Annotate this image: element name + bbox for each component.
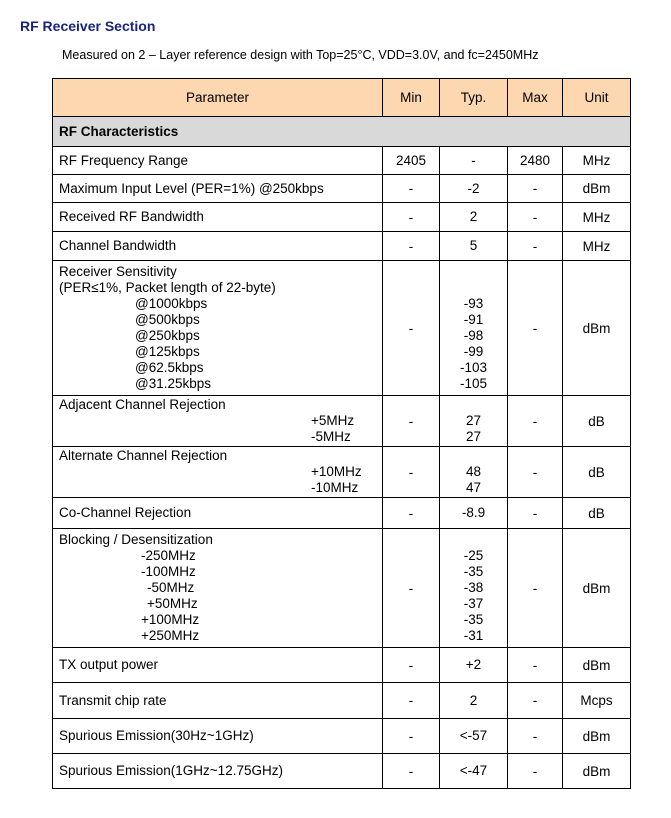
unit-cell: MHz (563, 203, 631, 232)
max-cell: - (508, 683, 563, 719)
typ-value: -35 (463, 612, 484, 627)
typ-value: 27 (465, 429, 482, 444)
parameter-cell (53, 175, 383, 203)
typ-value: -37 (463, 596, 484, 611)
max-cell: - (508, 447, 563, 498)
table-row (53, 648, 631, 683)
typ-value: 48 (465, 464, 482, 479)
rf-receiver-table (52, 78, 631, 789)
section-row (53, 117, 631, 147)
typ-value: 27 (465, 413, 482, 428)
column-header-max: Max (508, 79, 563, 117)
typ-cell (440, 232, 508, 261)
parameter-text: Transmit chip rate (59, 692, 167, 708)
typ-value: -35 (463, 564, 484, 579)
max-cell: - (508, 754, 563, 789)
min-cell: - (383, 261, 440, 396)
parameter-cell (53, 261, 383, 396)
typ-value: -99 (463, 344, 484, 359)
parameter-text: (PER≤1%, Packet length of 22-byte) (59, 280, 276, 295)
min-cell: - (383, 683, 440, 719)
unit-cell: dBm (563, 529, 631, 648)
typ-value: +2 (465, 657, 482, 672)
min-cell: - (383, 648, 440, 683)
parameter-text: RF Frequency Range (59, 152, 189, 168)
typ-value: -103 (459, 360, 488, 375)
typ-value: -98 (463, 328, 484, 343)
parameter-text: +10MHz (311, 464, 362, 479)
table-row (53, 719, 631, 754)
typ-value: 47 (465, 480, 482, 495)
max-cell: - (508, 232, 563, 261)
parameter-text: -5MHz (311, 429, 351, 444)
table-row (53, 498, 631, 529)
max-cell: - (508, 203, 563, 232)
parameter-cell (53, 754, 383, 789)
typ-value: -38 (463, 580, 484, 595)
parameter-text: +5MHz (311, 413, 355, 428)
parameter-text: -10MHz (311, 480, 359, 495)
typ-cell (440, 648, 508, 683)
column-header-min: Min (383, 79, 440, 117)
typ-cell (440, 261, 508, 396)
parameter-text: Spurious Emission(30Hz~1GHz) (59, 728, 254, 743)
min-cell: - (383, 175, 440, 203)
parameter-cell (53, 648, 383, 683)
parameter-text: TX output power (59, 657, 159, 672)
section-label: RF Characteristics (53, 117, 631, 147)
unit-cell: dB (563, 498, 631, 529)
unit-cell: MHz (563, 232, 631, 261)
parameter-text: +50MHz (147, 596, 198, 611)
table-header-row (53, 79, 631, 117)
typ-value: - (471, 152, 476, 168)
parameter-text: -100MHz (141, 564, 196, 579)
typ-cell (440, 396, 508, 447)
parameter-cell (53, 447, 383, 498)
typ-value: -25 (463, 548, 484, 563)
typ-cell (440, 529, 508, 648)
parameter-text: +100MHz (141, 612, 200, 627)
section-title: RF Receiver Section (20, 18, 156, 34)
parameter-cell (53, 529, 383, 648)
parameter-text: Receiver Sensitivity (59, 264, 177, 279)
min-cell: - (383, 498, 440, 529)
typ-value: <-47 (459, 763, 488, 778)
typ-value: 2 (469, 692, 478, 708)
typ-value: -91 (463, 312, 484, 327)
column-header-unit: Unit (563, 79, 631, 117)
table-row (53, 396, 631, 447)
typ-cell (440, 719, 508, 754)
column-header-typ: Typ. (440, 79, 508, 117)
typ-cell (440, 147, 508, 175)
parameter-text: Adjacent Channel Rejection (59, 397, 226, 412)
min-cell: - (383, 754, 440, 789)
parameter-text: Received RF Bandwidth (59, 209, 204, 224)
parameter-text: @250kbps (135, 328, 200, 343)
typ-value: -31 (463, 628, 484, 643)
parameter-cell (53, 203, 383, 232)
unit-cell: dBm (563, 648, 631, 683)
parameter-cell (53, 232, 383, 261)
typ-cell (440, 203, 508, 232)
parameter-text: @1000kbps (135, 296, 208, 311)
max-cell: - (508, 261, 563, 396)
table-row (53, 754, 631, 789)
parameter-text: -250MHz (141, 548, 196, 563)
parameter-text: Spurious Emission(1GHz~12.75GHz) (59, 763, 283, 778)
table-row (53, 203, 631, 232)
min-cell: - (383, 447, 440, 498)
parameter-cell (53, 396, 383, 447)
parameter-text: -50MHz (147, 580, 195, 595)
measurement-conditions: Measured on 2 – Layer reference design with Top=25°C, VDD=3.0V, and fc=2450MHz (62, 48, 539, 62)
parameter-text: @62.5kbps (135, 360, 204, 375)
parameter-text: +250MHz (141, 628, 200, 643)
typ-value: 5 (469, 238, 478, 253)
parameter-text: Co-Channel Rejection (59, 505, 192, 520)
unit-cell: dB (563, 396, 631, 447)
parameter-cell (53, 719, 383, 754)
max-cell: - (508, 648, 563, 683)
table-row (53, 529, 631, 648)
parameter-text: Channel Bandwidth (59, 238, 177, 253)
min-cell: - (383, 529, 440, 648)
unit-cell: dB (563, 447, 631, 498)
max-cell: - (508, 529, 563, 648)
table-row (53, 147, 631, 175)
table-row (53, 175, 631, 203)
parameter-text: @125kbps (135, 344, 200, 359)
unit-cell: dBm (563, 754, 631, 789)
table-row (53, 232, 631, 261)
typ-cell (440, 447, 508, 498)
parameter-text: @31.25kbps (135, 376, 212, 391)
typ-value: -8.9 (461, 505, 486, 520)
unit-cell: dBm (563, 175, 631, 203)
typ-value: -2 (467, 180, 480, 196)
max-cell: - (508, 498, 563, 529)
typ-value: -93 (463, 296, 484, 311)
parameter-cell (53, 683, 383, 719)
min-cell: - (383, 232, 440, 261)
parameter-cell (53, 498, 383, 529)
typ-value: 2 (469, 209, 478, 224)
typ-value: <-57 (459, 728, 488, 743)
parameter-text: Alternate Channel Rejection (59, 448, 228, 463)
min-cell: - (383, 396, 440, 447)
column-header-parameter: Parameter (53, 79, 383, 117)
min-cell: - (383, 203, 440, 232)
table-row (53, 447, 631, 498)
typ-cell (440, 754, 508, 789)
parameter-text: @500kbps (135, 312, 200, 327)
parameter-cell (53, 147, 383, 175)
unit-cell: dBm (563, 719, 631, 754)
typ-cell (440, 498, 508, 529)
table-row (53, 261, 631, 396)
unit-cell: Mcps (563, 683, 631, 719)
table-row (53, 683, 631, 719)
min-cell: 2405 (383, 147, 440, 175)
unit-cell: MHz (563, 147, 631, 175)
typ-cell (440, 175, 508, 203)
typ-value: -105 (459, 376, 488, 391)
parameter-text: Maximum Input Level (PER=1%) @250kbps (59, 180, 324, 196)
max-cell: - (508, 175, 563, 203)
parameter-text: Blocking / Desensitization (59, 532, 213, 547)
typ-cell (440, 683, 508, 719)
min-cell: - (383, 719, 440, 754)
max-cell: 2480 (508, 147, 563, 175)
max-cell: - (508, 396, 563, 447)
unit-cell: dBm (563, 261, 631, 396)
max-cell: - (508, 719, 563, 754)
